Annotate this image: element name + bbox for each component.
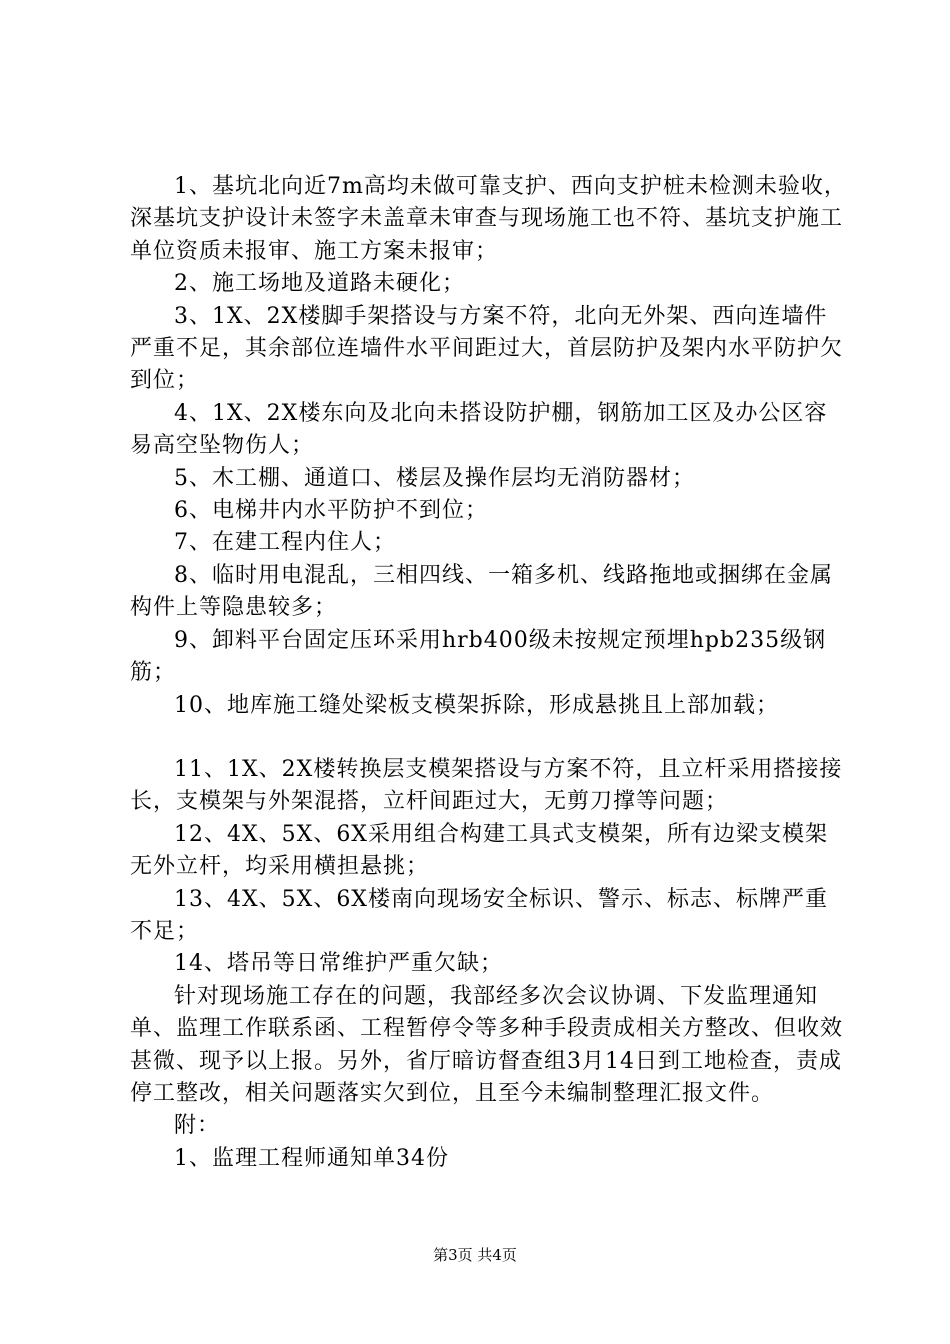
paragraph-item-3: 3、1X、2X楼脚手架搭设与方案不符，北向无外架、西向连墙件严重不足，其余部位连墙件水平间距过大，首层防护及架内水平防护欠到位；	[130, 303, 844, 394]
paragraph-item-1: 1、基坑北向近7m高均未做可靠支护、西向支护桩未检测未验收，深基坑支护设计未签字未盖章未审查与现场施工也不符、基坑支护施工单位资质未报审、施工方案未报审；	[130, 174, 847, 264]
paragraph-item-7: 7、在建工程内住人；	[174, 530, 396, 556]
paragraph-item-4: 4、1X、2X楼东向及北向未搭设防护棚，钢筋加工区及办公区容易高空坠物伤人；	[130, 400, 828, 459]
paragraph-item-5: 5、木工棚、通道口、楼层及操作层均无消防器材；	[174, 465, 695, 491]
paragraph-item-11: 11、1X、2X楼转换层支模架搭设与方案不符，且立杆采用搭接接长，支模架与外架混搭，立杆间距过大，无剪刀撑等问题；	[130, 756, 843, 815]
paragraph-item-9: 9、卸料平台固定压环采用hrb400级未按规定预埋hpb235级钢筋；	[130, 627, 827, 686]
document-body	[130, 171, 850, 1175]
appendix-item-1: 1、监理工程师通知单34份	[174, 1145, 449, 1171]
page-footer: 第3页 共4页	[433, 1246, 517, 1264]
paragraph-item-10: 10、地库施工缝处梁板支模架拆除，形成悬挑且上部加载；	[174, 692, 779, 718]
paragraph-item-6: 6、电梯井内水平防护不到位；	[174, 498, 488, 524]
summary-paragraph: 针对现场施工存在的问题，我部经多次会议协调、下发监理通知单、监理工作联系函、工程暂停令等多种手段责成相关方整改、但收效甚微、现予以上报。另外，省厅暗访督查组3月14日到工地检查，责成停工整改，相关问题落实欠到位，且至今未编制整理汇报文件。	[130, 983, 844, 1106]
appendix-heading: 附：	[174, 1113, 221, 1139]
paragraph-spacer	[130, 722, 850, 754]
paragraph-item-13: 13、4X、5X、6X楼南向现场安全标识、警示、标志、标牌严重不足；	[130, 886, 828, 944]
paragraph-item-14: 14、塔吊等日常维护严重欠缺；	[174, 951, 503, 977]
paragraph-item-2: 2、施工场地及道路未硬化；	[174, 271, 465, 297]
paragraph-item-8: 8、临时用电混乱，三相四线、一箱多机、线路拖地或捆绑在金属构件上等隐患较多；	[130, 562, 833, 621]
paragraph-item-12: 12、4X、5X、6X采用组合构建工具式支模架，所有边梁支模架无外立杆，均采用横担悬挑；	[130, 821, 828, 880]
